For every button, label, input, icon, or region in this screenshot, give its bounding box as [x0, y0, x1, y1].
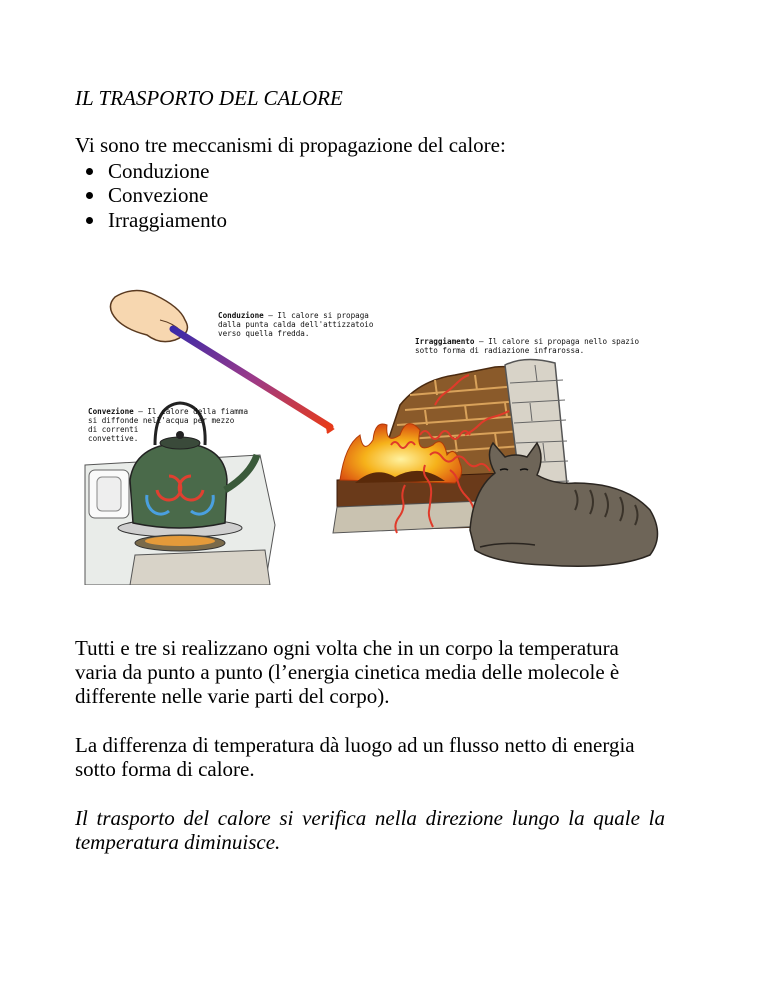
caption-conduzione-label: Conduzione [218, 311, 264, 320]
bullet-icon [86, 192, 93, 199]
caption-convezione-line3: di correnti [88, 425, 139, 434]
caption-irraggiamento-line2: sotto forma di radiazione infrarossa. [415, 346, 585, 355]
list-item: Irraggiamento [75, 208, 227, 233]
caption-convezione-line2: si diffonde nell'acqua per mezzo [88, 416, 235, 425]
caption-convezione-line4: convettive. [88, 434, 139, 443]
intro-text: Vi sono tre meccanismi di propagazione del calore: [75, 133, 506, 157]
bullet-icon [86, 217, 93, 224]
caption-convezione-label: Convezione [88, 407, 134, 416]
paragraph-energy-flow: La differenza di temperatura dà luogo ad un flusso netto di energia sotto forma di calore. [75, 733, 635, 781]
svg-text:Conduzione – Il calore si prop [218, 311, 369, 320]
caption-conduzione-text: – Il calore si propaga [263, 311, 369, 320]
caption-irraggiamento-text: – Il calore si propaga nello spazio [474, 337, 640, 346]
caption-convezione-text: – Il calore della fiamma [133, 407, 249, 416]
bullet-icon [86, 168, 93, 175]
list-item: Conduzione [75, 159, 227, 184]
mechanism-list [75, 159, 227, 233]
svg-text:Convezione – Il calore della f [88, 407, 248, 416]
caption-irraggiamento-label: Irraggiamento [415, 337, 475, 346]
paragraph-direction: Il trasporto del calore si verifica nella direzione lungo la quale la temperatura diminuisce. [75, 806, 665, 854]
caption-conduzione-line3: verso quella fredda. [218, 329, 310, 338]
list-item: Convezione [75, 184, 227, 209]
caption-conduzione-line2: dalla punta calda dell'attizzatoio [218, 320, 374, 329]
page-title: IL TRASPORTO DEL CALORE [75, 86, 343, 110]
paragraph-conditions: Tutti e tre si realizzano ogni volta che in un corpo la temperatura varia da punto a punto (l’energia cinetica media delle molecole è differente nelle varie parti del corpo). [75, 636, 620, 708]
heat-transfer-illustration [75, 285, 665, 585]
svg-text:Irraggiamento – Il calore si p [415, 337, 639, 346]
